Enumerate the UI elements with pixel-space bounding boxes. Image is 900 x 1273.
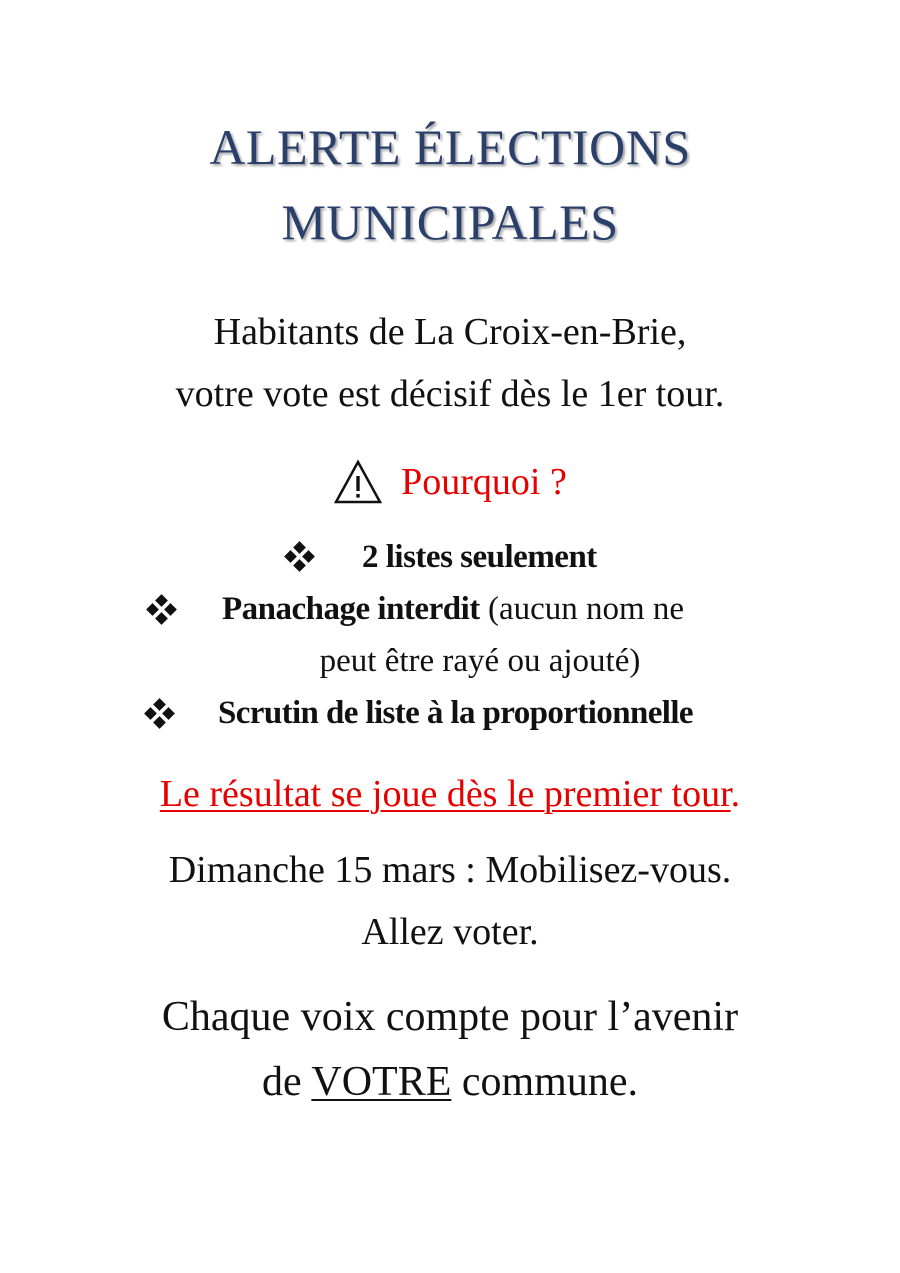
closing-line-1: Chaque voix compte pour l’avenir: [161, 994, 739, 1040]
closing-after: commune.: [451, 1059, 638, 1105]
four-diamond-bullet-icon: [146, 700, 174, 728]
bullet-panachage-continuation: peut être rayé ou ajouté): [319, 643, 641, 679]
bullet-panachage-rest: (aucun nom ne: [479, 591, 685, 627]
bullet-panachage: [222, 584, 684, 634]
closing-line-2: [0, 1050, 900, 1114]
bullet-panachage-strong: Panachage interdit: [222, 591, 480, 627]
intro-line-2: votre vote est décisif dès le 1er tour.: [175, 373, 725, 415]
intro-line-1: Habitants de La Croix-en-Brie,: [213, 311, 687, 353]
why-heading: [0, 450, 900, 514]
result-statement: [0, 764, 900, 824]
closing-before: de: [261, 1059, 312, 1105]
closing-emphasis: VOTRE: [311, 1059, 452, 1105]
title-line-2: MUNICIPALES: [281, 194, 619, 250]
four-diamond-bullet-icon: [286, 543, 314, 571]
four-diamond-bullet-icon: [148, 596, 176, 624]
title-line-1: ALERTE ÉLECTIONS: [209, 119, 691, 175]
result-text: Le résultat se joue dès le premier tour: [159, 773, 731, 815]
bullet-proportional: Scrutin de liste à la proportionnelle: [218, 695, 693, 731]
result-period: .: [730, 773, 741, 815]
why-label: Pourquoi ?: [401, 461, 567, 503]
bullet-two-lists: 2 listes seulement: [362, 539, 597, 575]
date-line-1: Dimanche 15 mars : Mobilisez-vous.: [168, 849, 732, 891]
warning-triangle-icon: [333, 459, 383, 505]
date-line-2: Allez voter.: [361, 911, 539, 953]
